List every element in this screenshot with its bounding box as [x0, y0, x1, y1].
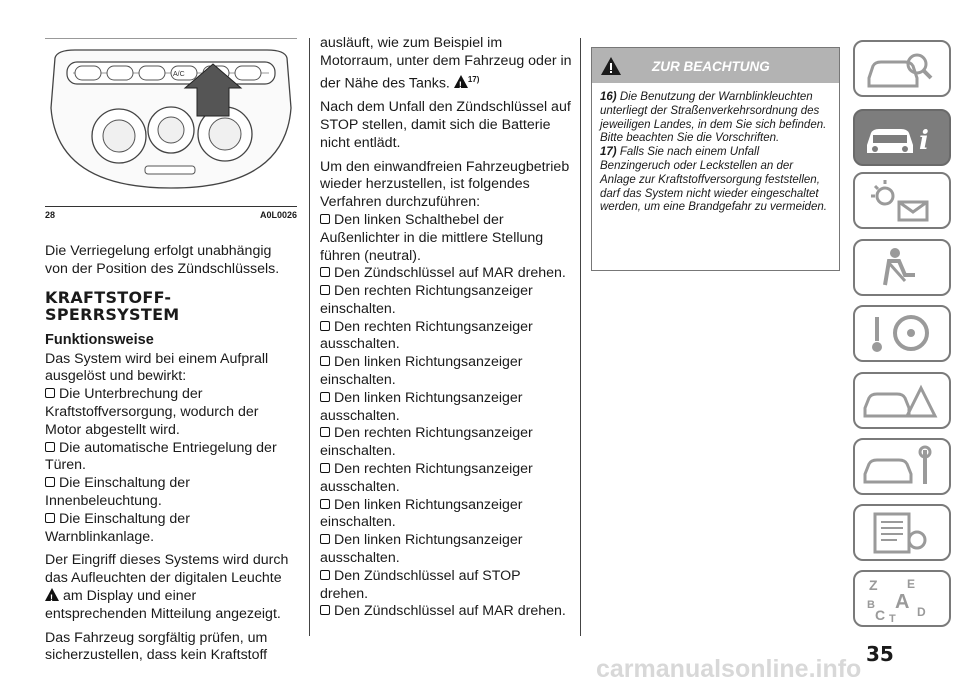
procedure-step: Den rechten Richtungsanzeiger einschalten.: [320, 425, 572, 461]
tab-safety[interactable]: [853, 239, 951, 296]
paragraph-leak: [320, 35, 572, 93]
svg-text:A: A: [895, 591, 910, 613]
svg-text:C: C: [875, 607, 886, 623]
figure-page-label: 28: [45, 210, 56, 220]
note-text: Falls Sie nach einem Unfall Benzingeruch oder Leckstellen an der Anlage zur Kraftstoffversorgung feststellen, darf das System nicht wieder eingeschaltet werden, um eine Brandgefahr zu vermeiden.: [600, 146, 827, 214]
key-steering-wheel-icon: [855, 307, 949, 360]
note-number: 16): [600, 91, 617, 103]
tab-warning-lights[interactable]: [853, 172, 951, 229]
seat-airbag-icon: [855, 241, 949, 294]
indicator-text-a: Der Eingriff dieses Systems wird durch das Aufleuchten der digitalen Leuchte: [45, 552, 289, 587]
procedure-step: Den rechten Richtungsanzeiger einschalten.: [320, 283, 572, 319]
procedure-step: Den linken Richtungsanzeiger ausschalten.: [320, 390, 572, 426]
warning-ref-icon: [454, 75, 468, 88]
note-text: Die Benutzung der Warnblinkleuchten unterliegt der Straßenverkehrsordnung des jeweiligen Landes, in dem Sie sich befinden. Bitte beachten Sie die Vorschriften.: [600, 91, 827, 145]
procedure-step: Den linken Richtungsanzeiger ausschalten.: [320, 532, 572, 568]
intro-paragraph: Die Verriegelung erfolgt unabhängig von der Position des Zündschlüssels.: [45, 243, 280, 277]
procedure-step: Den rechten Richtungsanzeiger ausschalten.: [320, 461, 572, 497]
warning-note: [600, 146, 831, 215]
tab-car-info[interactable]: [853, 109, 951, 166]
paragraph-stop: Nach dem Unfall den Zündschlüssel auf STOP stellen, damit sich die Batterie nicht entlädt.: [320, 99, 571, 151]
car-info-icon: [855, 111, 949, 164]
column-2: [320, 35, 572, 621]
bullet-item: Die Einschaltung der Warnblinkanlage.: [45, 511, 297, 547]
figure-code: A0L0026: [259, 210, 297, 220]
car-magnifier-icon: [855, 42, 949, 95]
heading-line-2: SPERRSYSTEM: [45, 304, 180, 324]
svg-text:E: E: [907, 577, 916, 591]
technical-data-icon: [855, 506, 949, 559]
bullet-item: Die Einschaltung der Innenbeleuchtung.: [45, 475, 297, 511]
bullet-item: Die automatische Entriegelung der Türen.: [45, 440, 297, 476]
heading-line-1: KRAFTSTOFF-: [45, 287, 172, 307]
procedure-step: Den linken Richtungsanzeiger einschalten.: [320, 354, 572, 390]
index-letters-icon: [855, 572, 949, 625]
paragraph-function: Das System wird bei einem Aufprall ausgelöst und bewirkt:: [45, 350, 269, 385]
procedure-step: Den linken Richtungsanzeiger einschalten.: [320, 497, 572, 533]
svg-text:Z: Z: [869, 577, 878, 593]
warning-box: [591, 47, 840, 271]
tab-index[interactable]: [853, 570, 951, 627]
car-wrench-icon: [855, 440, 949, 493]
procedure-step: Den Zündschlüssel auf MAR drehen.: [320, 603, 572, 621]
column-divider: [309, 38, 310, 636]
warning-box-title: ZUR BEACHTUNG: [652, 59, 770, 74]
tab-car-inspection[interactable]: [853, 40, 951, 97]
bullet-item: Die Unterbrechung der Kraftstoffversorgung, wodurch der Motor abgestellt wird.: [45, 386, 297, 439]
warning-light-icon: [45, 588, 59, 601]
paragraph-procedure: Um den einwandfreien Fahrzeugbetrieb wieder herzustellen, ist folgendes Verfahren durchzuführen:: [320, 158, 570, 211]
indicator-text-b: am Display und einer entsprechenden Mitteilung angezeigt.: [45, 587, 281, 622]
subheading: Funktionsweise: [45, 331, 154, 348]
svg-text:B: B: [867, 599, 875, 611]
page-number: 35: [866, 642, 894, 666]
leak-text: ausläuft, wie zum Beispiel im Motorraum, unter dem Fahrzeug oder in der Nähe des Tanks.: [320, 35, 572, 92]
svg-text:D: D: [917, 605, 926, 619]
car-warning-triangle-icon: [855, 374, 949, 427]
warning-box-body: [592, 83, 839, 215]
ac-label: A/C: [173, 71, 185, 78]
tab-technical-data[interactable]: [853, 504, 951, 561]
warning-triangle-icon: [600, 56, 622, 76]
warning-note: [600, 91, 831, 146]
procedure-step: Den Zündschlüssel auf STOP drehen.: [320, 568, 572, 604]
paragraph-indicator: [45, 552, 297, 623]
warning-box-header: [592, 48, 839, 83]
column-divider: [580, 38, 581, 636]
procedure-step: Den Zündschlüssel auf MAR drehen.: [320, 265, 572, 283]
tab-starting-driving[interactable]: [853, 305, 951, 362]
warning-lights-icon: [855, 174, 949, 227]
note-number: 17): [600, 146, 617, 159]
note-ref: 17): [467, 74, 480, 84]
svg-text:T: T: [889, 613, 896, 625]
paragraph-check: Das Fahrzeug sorgfältig prüfen, um sicherzustellen, dass kein Kraftstoff: [45, 629, 268, 664]
section-heading: [45, 289, 297, 323]
procedure-step: Den linken Schalthebel der Außenlichter in die mittlere Stellung führen (neutral).: [320, 212, 572, 265]
climate-panel-illustration: [45, 38, 297, 206]
dashboard-figure: [45, 38, 297, 220]
tab-emergency[interactable]: [853, 372, 951, 429]
watermark: carmanualsonline.info: [596, 655, 862, 683]
tab-maintenance[interactable]: [853, 438, 951, 495]
svg-text:i: i: [919, 126, 929, 156]
procedure-step: Den rechten Richtungsanzeiger ausschalten.: [320, 319, 572, 355]
